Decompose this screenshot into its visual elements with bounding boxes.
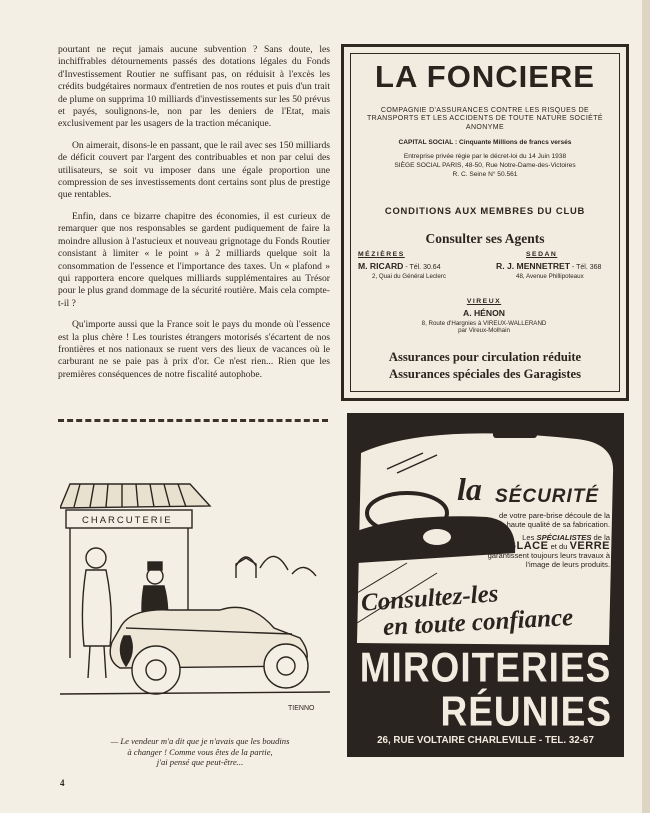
fonciere-title: LA FONCIERE (375, 59, 595, 94)
article-paragraph: Qu'importe aussi que la France soit le pays du monde où l'essence est la plus chère ! Les touristes étrangers motorisés s'écartent de nos frontières et nos nationaux se ruent vers des lieux de vacances où le carburant ne se paie pas à prix d'or. Ce n'est rien... Rien que les premières conséquences de notre fiscalité autophobe. (58, 319, 330, 380)
agent-name: R. J. MENNETRET (496, 261, 571, 271)
fonciere-inner-border (350, 53, 620, 392)
fonciere-rc: R. C. Seine N° 50.561 (452, 171, 518, 178)
agent-sedan (496, 251, 616, 280)
fonciere-capital: CAPITAL SOCIAL : Cinquante Millions de francs versés (398, 139, 572, 146)
article-paragraph: pourtant ne reçut jamais aucune subvention ? Sans doute, les inchiffrables détournements passés des dotations légales du Fonds d'Investissement Routier ne suffisant pas, on réduisit à l'excès les crédits budgétaires normaux d'entretien de nos routes et puis d'un trait de plume on supprima 10 milliards d'investissements sur les 50 prévus et payés, soulignons-le, non par les deniers de l'Etat, mais exclusivement par les usagers de la traction mécanique. (58, 44, 330, 130)
agent-vireux (404, 298, 564, 334)
ad-consultez: Consultez-les (360, 580, 500, 617)
ad-address: 26, RUE VOLTAIRE CHARLEVILLE - TEL. 32-67 (377, 735, 594, 746)
page-edge (642, 0, 650, 813)
fonciere-insurance-line2: Assurances spéciales des Garagistes (388, 367, 582, 381)
agent-town: MÉZIÈRES (358, 251, 405, 258)
article-column (58, 44, 330, 390)
caption-line: à changer ! Comme vous êtes de la partie, (127, 746, 273, 757)
cartoonist-signature: TIENNO (288, 705, 315, 712)
ad-confiance: en toute confiance (382, 604, 574, 641)
agent-tel: - Tél. 368 (571, 264, 602, 271)
cartoon-illustration (60, 478, 330, 718)
shop-sign-text: CHARCUTERIE (82, 515, 173, 526)
ad-verre: VERRE (569, 540, 610, 552)
ad-text-line: garantissent toujours leurs travaux à l'image de leurs produits. (487, 551, 610, 569)
agent-town: SEDAN (526, 251, 558, 258)
fonciere-advertisement (341, 44, 629, 401)
fonciere-decree: Entreprise privée régie par le décret-loi du 14 Juin 1938 (403, 153, 567, 160)
ad-specialistes: SPÉCIALISTES (536, 533, 592, 542)
ad-la-word: la (457, 471, 482, 507)
ad-text-word: Les (522, 533, 535, 542)
ad-text-word: de la (593, 533, 610, 542)
ad-text-line: de votre pare-brise découle de la haute qualité de sa fabrication. (498, 511, 610, 529)
fonciere-insurance-line1: Assurances pour circulation réduite (388, 350, 582, 364)
dashed-divider (58, 419, 328, 422)
fonciere-consult: Consulter ses Agents (425, 231, 545, 246)
caption-line: — Le vendeur m'a dit que je n'avais que les boudins (110, 736, 290, 746)
agent-address: 8, Route d'Hargnies à VIREUX-WALLERAND (421, 320, 547, 327)
agent-mezieres (358, 251, 486, 280)
caption-line: j'ai pensé que peut-être... (156, 757, 244, 768)
ad-et-du: et du (550, 542, 568, 551)
ad-glace: GLACE (507, 540, 549, 552)
agent-name: M. RICARD (358, 261, 404, 271)
ad-securite-word: SÉCURITÉ (495, 486, 600, 507)
agent-name: A. HÉNON (462, 308, 506, 318)
miroiteries-advertisement (347, 413, 624, 757)
fonciere-conditions: CONDITIONS AUX MEMBRES DU CLUB (384, 205, 586, 216)
cartoon-caption (80, 736, 320, 768)
ad-body-text (482, 511, 610, 569)
page-number: 4 (60, 778, 65, 788)
agent-address: 48, Avenue Phillipoteaux (516, 273, 584, 280)
cartoon-drawing (60, 478, 330, 718)
agent-tel: - Tél. 30.64 (405, 264, 441, 271)
article-paragraph: On aimerait, disons-le en passant, que le rail avec ses 150 milliards de déficit couvert par l'argent des contribuables et non par celui des utilisateurs, se soit vu imposer dans une égale proportion une compression de ses investissements dont certains sont plus de prestige que rentables. (58, 139, 330, 201)
agent-address: 2, Quai du Général Leclerc (372, 273, 446, 280)
fonciere-siege: SIÈGE SOCIAL PARIS, 48-50, Rue Notre-Dame-des-Victoires (394, 162, 576, 169)
ad-company-name-line1: MIROITERIES (359, 644, 612, 691)
agent-address-line2: par Vireux-Molhain (458, 327, 510, 334)
article-paragraph: Enfin, dans ce bizarre chapitre des économies, il est curieux de remarquer que nos responsables se gardent pudiquement de faire la moindre allusion à l'astucieux et nouveau grignotage du Fonds Routier consistant à limiter « le point » à 2 milliards quelque soit la consommation de l'essence et l'importance des taxes. Un « plafond » qui rapportera encore quelques milliards supplémentaires au Trésor pour le plus grand dommage de la sécurité routière. Mais cela compte-t-il ? (58, 210, 330, 309)
agent-town: VIREUX (466, 298, 502, 305)
fonciere-subtitle: COMPAGNIE D'ASSURANCES CONTRE LES RISQUES DE TRANSPORTS ET LES ACCIDENTS DE TOUTE NATURE SOCIÉTÉ ANONYME (366, 107, 603, 131)
ad-company-name-line2: RÉUNIES (440, 688, 612, 735)
